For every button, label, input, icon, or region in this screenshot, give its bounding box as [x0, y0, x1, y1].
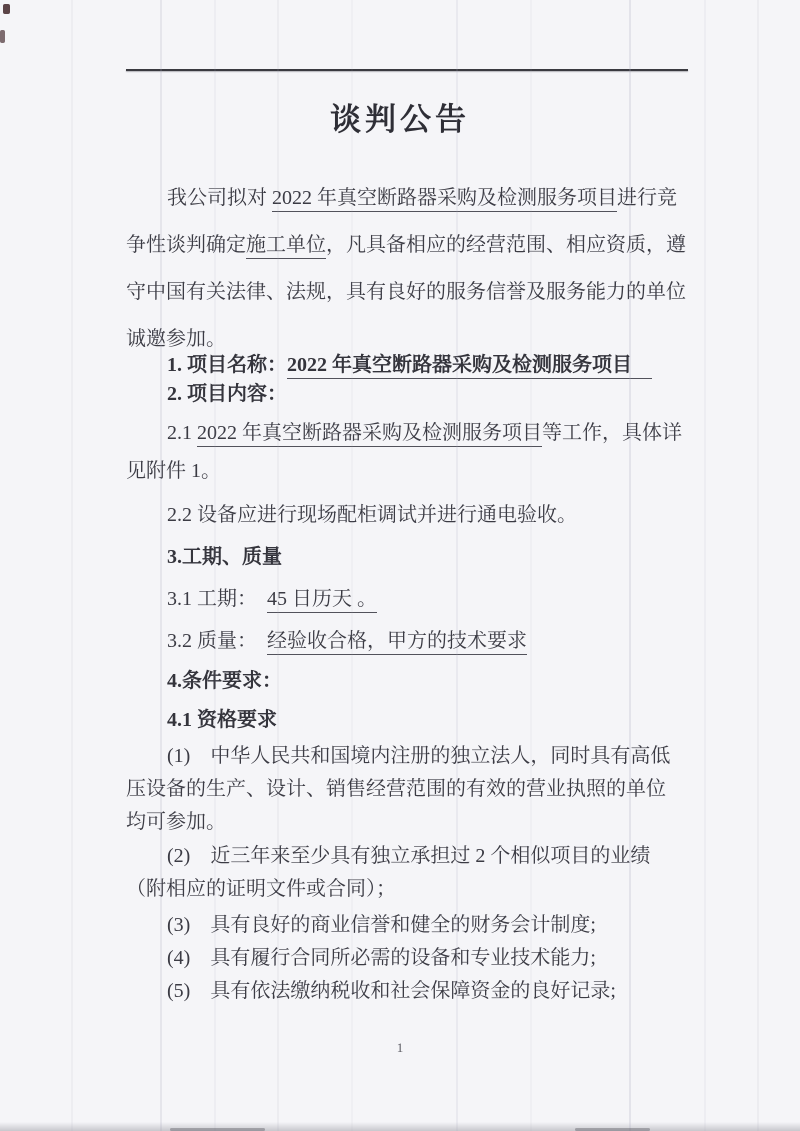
text-segment: 压设备的生产、设计、销售经营范围的有效的营业执照的单位	[126, 778, 666, 800]
scan-bottom-edge	[0, 1122, 800, 1131]
text-line	[126, 381, 733, 407]
scan-speck	[3, 4, 10, 14]
text-segment: (1) 中华人民共和国境内注册的独立法人，同时具有高低	[167, 745, 671, 767]
text-segment: 2022 年真空断路器采购及检测服务项目	[197, 422, 542, 447]
scan-streak	[71, 0, 73, 1131]
text-segment: 2.1	[167, 422, 197, 444]
text-line	[126, 945, 733, 971]
text-segment: 45 日历天 。	[267, 588, 377, 613]
text-line	[126, 185, 733, 211]
text-segment: (5) 具有依法缴纳税收和社会保障资金的良好记录;	[167, 980, 616, 1002]
text-line	[126, 843, 733, 869]
text-segment: 2022 年真空断路器采购及检测服务项目	[272, 187, 617, 212]
header-rule	[126, 69, 688, 71]
text-line	[126, 978, 733, 1004]
text-segment: 见附件 1。	[126, 460, 221, 482]
text-line	[126, 876, 692, 902]
text-line	[126, 776, 692, 802]
scan-speck	[0, 30, 5, 43]
text-line	[126, 326, 692, 352]
text-line	[126, 544, 733, 570]
text-segment: (3) 具有良好的商业信誉和健全的财务会计制度;	[167, 914, 596, 936]
text-segment: 均可参加。	[126, 811, 226, 833]
text-segment: 2.2 设备应进行现场配柜调试并进行通电验收。	[167, 504, 577, 526]
text-segment: 3.1 工期：	[167, 588, 267, 610]
text-line	[126, 458, 692, 484]
text-line	[126, 707, 733, 733]
text-segment: 4.1 资格要求	[167, 709, 277, 731]
text-segment: (2) 近三年来至少具有独立承担过 2 个相似项目的业绩	[167, 845, 651, 867]
text-segment: 2022 年真空断路器采购及检测服务项目	[287, 354, 652, 379]
text-segment: 施工单位	[246, 234, 326, 259]
text-segment: 进行竞	[617, 187, 677, 209]
text-segment: 争性谈判确定	[126, 234, 246, 256]
text-segment: 4.条件要求：	[167, 670, 282, 692]
text-segment: 3.2 质量：	[167, 630, 267, 652]
text-line	[126, 586, 733, 612]
text-segment: 经验收合格，甲方的技术要求	[267, 630, 527, 655]
text-line	[126, 352, 733, 378]
page-title: 谈判公告	[330, 102, 470, 137]
text-segment: （附相应的证明文件或合同）；	[126, 878, 396, 900]
text-line	[126, 279, 692, 305]
text-segment: 1. 项目名称：	[167, 354, 287, 376]
text-line	[126, 912, 733, 938]
text-line	[126, 743, 733, 769]
text-segment: 2. 项目内容：	[167, 383, 287, 405]
text-segment: 守中国有关法律、法规，具有良好的服务信誉及服务能力的单位	[126, 281, 686, 303]
page-number: 1	[396, 1040, 404, 1055]
text-line	[126, 668, 733, 694]
text-line	[126, 628, 733, 654]
text-segment: 等工作，具体详	[542, 422, 682, 444]
text-segment: ，凡具备相应的经营范围、相应资质，遵	[326, 234, 686, 256]
text-line	[126, 502, 733, 528]
text-line	[126, 232, 692, 258]
scan-streak	[757, 0, 759, 1131]
text-segment: 我公司拟对	[167, 187, 272, 209]
text-line	[126, 420, 733, 446]
text-segment: 3.工期、质量	[167, 546, 282, 568]
text-segment: 诚邀参加。	[126, 328, 226, 350]
text-line	[126, 809, 692, 835]
text-segment: (4) 具有履行合同所必需的设备和专业技术能力;	[167, 947, 596, 969]
